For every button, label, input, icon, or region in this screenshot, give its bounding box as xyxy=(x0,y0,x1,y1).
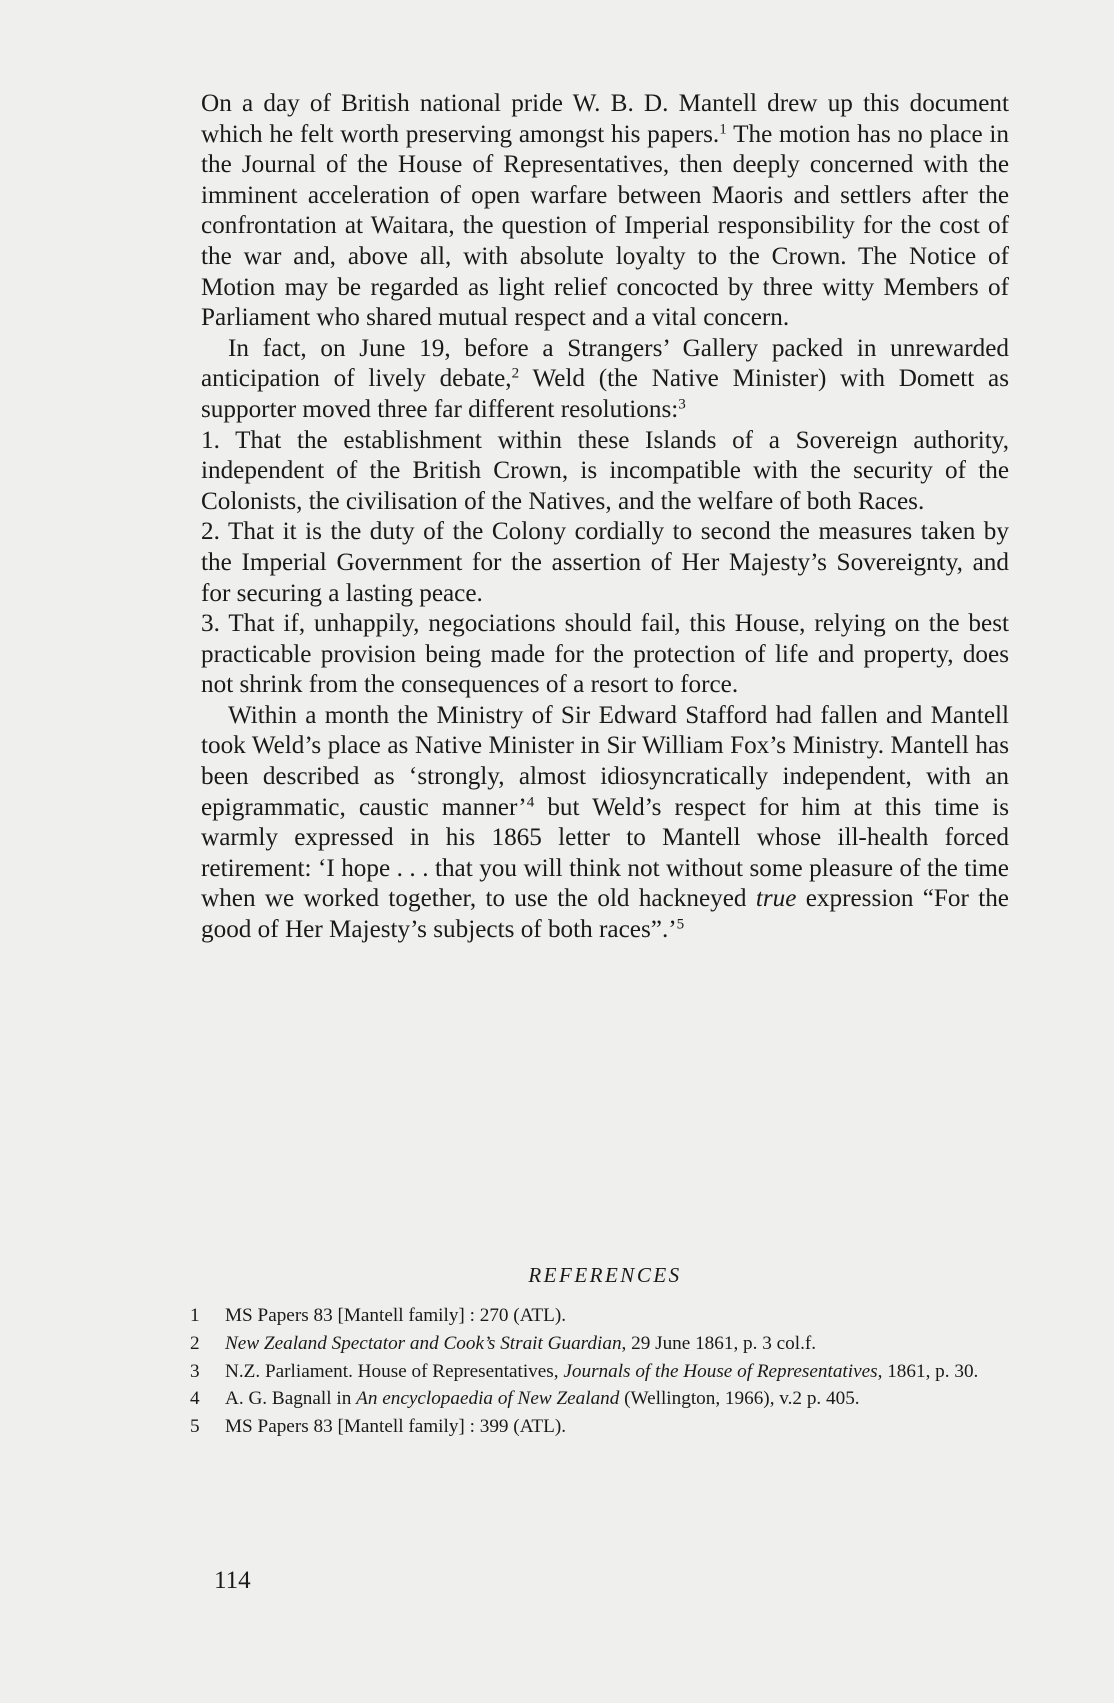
reference-text-post: (Wellington, 1966), v.2 p. 405. xyxy=(619,1388,860,1410)
reference-number: 1 xyxy=(190,1305,200,1326)
reference-text xyxy=(225,1361,1005,1384)
reference-text-pre: A. G. Bagnall in xyxy=(225,1388,357,1410)
reference-text-pre: MS Papers 83 [Mantell family] : 270 (ATL). xyxy=(225,1305,567,1326)
reference-text-italic: An encyclopaedia of New Zealand xyxy=(356,1388,620,1410)
references-list xyxy=(190,1305,1005,1444)
reference-text xyxy=(225,1388,1005,1411)
footnote-marker-3: 3 xyxy=(678,396,686,413)
reference-text-post: , 29 June 1861, p. 3 col.f. xyxy=(621,1332,817,1354)
reference-text-pre: N.Z. Parliament. House of Representatives, xyxy=(225,1360,564,1382)
page-number: 114 xyxy=(214,1567,251,1594)
reference-item xyxy=(190,1361,1005,1384)
paragraph-3-text-b: but Weld’s respect for him at this time is warmly expressed in his 1865 letter to Mantell whose ill-health forced retirement: ‘I hope . . . that you will think not without some pleasure of the time when we worked together, to use the old hackneyed xyxy=(201,793,1009,913)
reference-text xyxy=(225,1305,1005,1328)
footnote-marker-5: 5 xyxy=(676,916,685,933)
footnote-marker-2: 2 xyxy=(511,366,520,383)
resolution-2: 2. That it is the duty of the Colony cordially to second the measures taken by the Imperial Government for the assertion of Her Majesty’s Sovereignty, and for securing a lasting peace. xyxy=(201,518,1009,607)
reference-number: 2 xyxy=(190,1332,200,1354)
resolution-1: 1. That the establishment within these Islands of a Sovereign authority, independent of the British Crown, is incompatible with the security of the Colonists, the civilisation of the Natives, and the welfare of both Races. xyxy=(201,426,1009,515)
paragraph-3-text-c: expression “For the good of Her Majesty’s subjects of both races”.’ xyxy=(201,885,1009,944)
reference-number: 3 xyxy=(190,1360,200,1382)
reference-item xyxy=(190,1388,1005,1411)
reference-item xyxy=(190,1333,1005,1356)
reference-item xyxy=(190,1416,1005,1439)
paragraph-1 xyxy=(201,89,1009,334)
paragraph-2-text-a: In fact, on June 19, before a Strangers’ Gallery packed in unrewarded anticipation of lively debate, xyxy=(201,334,1009,393)
resolution-3: 3. That if, unhappily, negociations should fail, this House, relying on the best practicable provision being made for the protection of life and property, does not shrink from the consequences of a resort to force. xyxy=(201,610,1009,699)
reference-text-post: , 1861, p. 30. xyxy=(877,1360,979,1382)
paragraph-3-italic: true xyxy=(755,885,797,913)
reference-text-italic: Journals of the House of Representatives xyxy=(563,1360,878,1382)
paragraph-3 xyxy=(201,701,1009,946)
references-heading: REFERENCES xyxy=(528,1263,682,1287)
paragraph-1-text-b: The motion has no place in the Journal of the House of Representatives, then deeply concerned with the imminent acceleration of open warfare between Maoris and settlers after the confrontation at Waitara, the question of Imperial responsibility for the cost of the war and, above all, with absolute loyalty to the Crown. The Notice of Motion may be regarded as light relief concocted by three witty Members of Parliament who shared mutual respect and a vital concern. xyxy=(201,120,1009,332)
paragraph-1-text-a: On a day of British national pride W. B. D. Mantell drew up this document which he felt worth preserving amongst his papers. xyxy=(201,90,1009,148)
reference-text xyxy=(225,1333,1005,1356)
reference-item xyxy=(190,1305,1005,1328)
footnote-marker-1: 1 xyxy=(719,121,727,138)
reference-text xyxy=(225,1416,1005,1439)
paragraph-2 xyxy=(201,334,1009,426)
paragraph-3-text-a: Within a month the Ministry of Sir Edward Stafford had fallen and Mantell took Weld’s place as Native Minister in Sir William Fox’s Ministry. Mantell has been described as ‘strongly, almost idiosyncratically independent, with an epigrammatic, caustic manner’ xyxy=(201,701,1009,821)
reference-text-pre: MS Papers 83 [Mantell family] : 399 (ATL). xyxy=(225,1416,567,1438)
body-text xyxy=(201,89,1009,946)
footnote-marker-4: 4 xyxy=(526,794,535,811)
paragraph-2-text-b: Weld (the Native Minister) with Domett as supporter moved three far different resolutions: xyxy=(201,365,1009,423)
reference-text-italic: New Zealand Spectator and Cook’s Strait Guardian xyxy=(225,1332,622,1354)
reference-number: 5 xyxy=(190,1416,200,1438)
reference-number: 4 xyxy=(190,1388,200,1410)
